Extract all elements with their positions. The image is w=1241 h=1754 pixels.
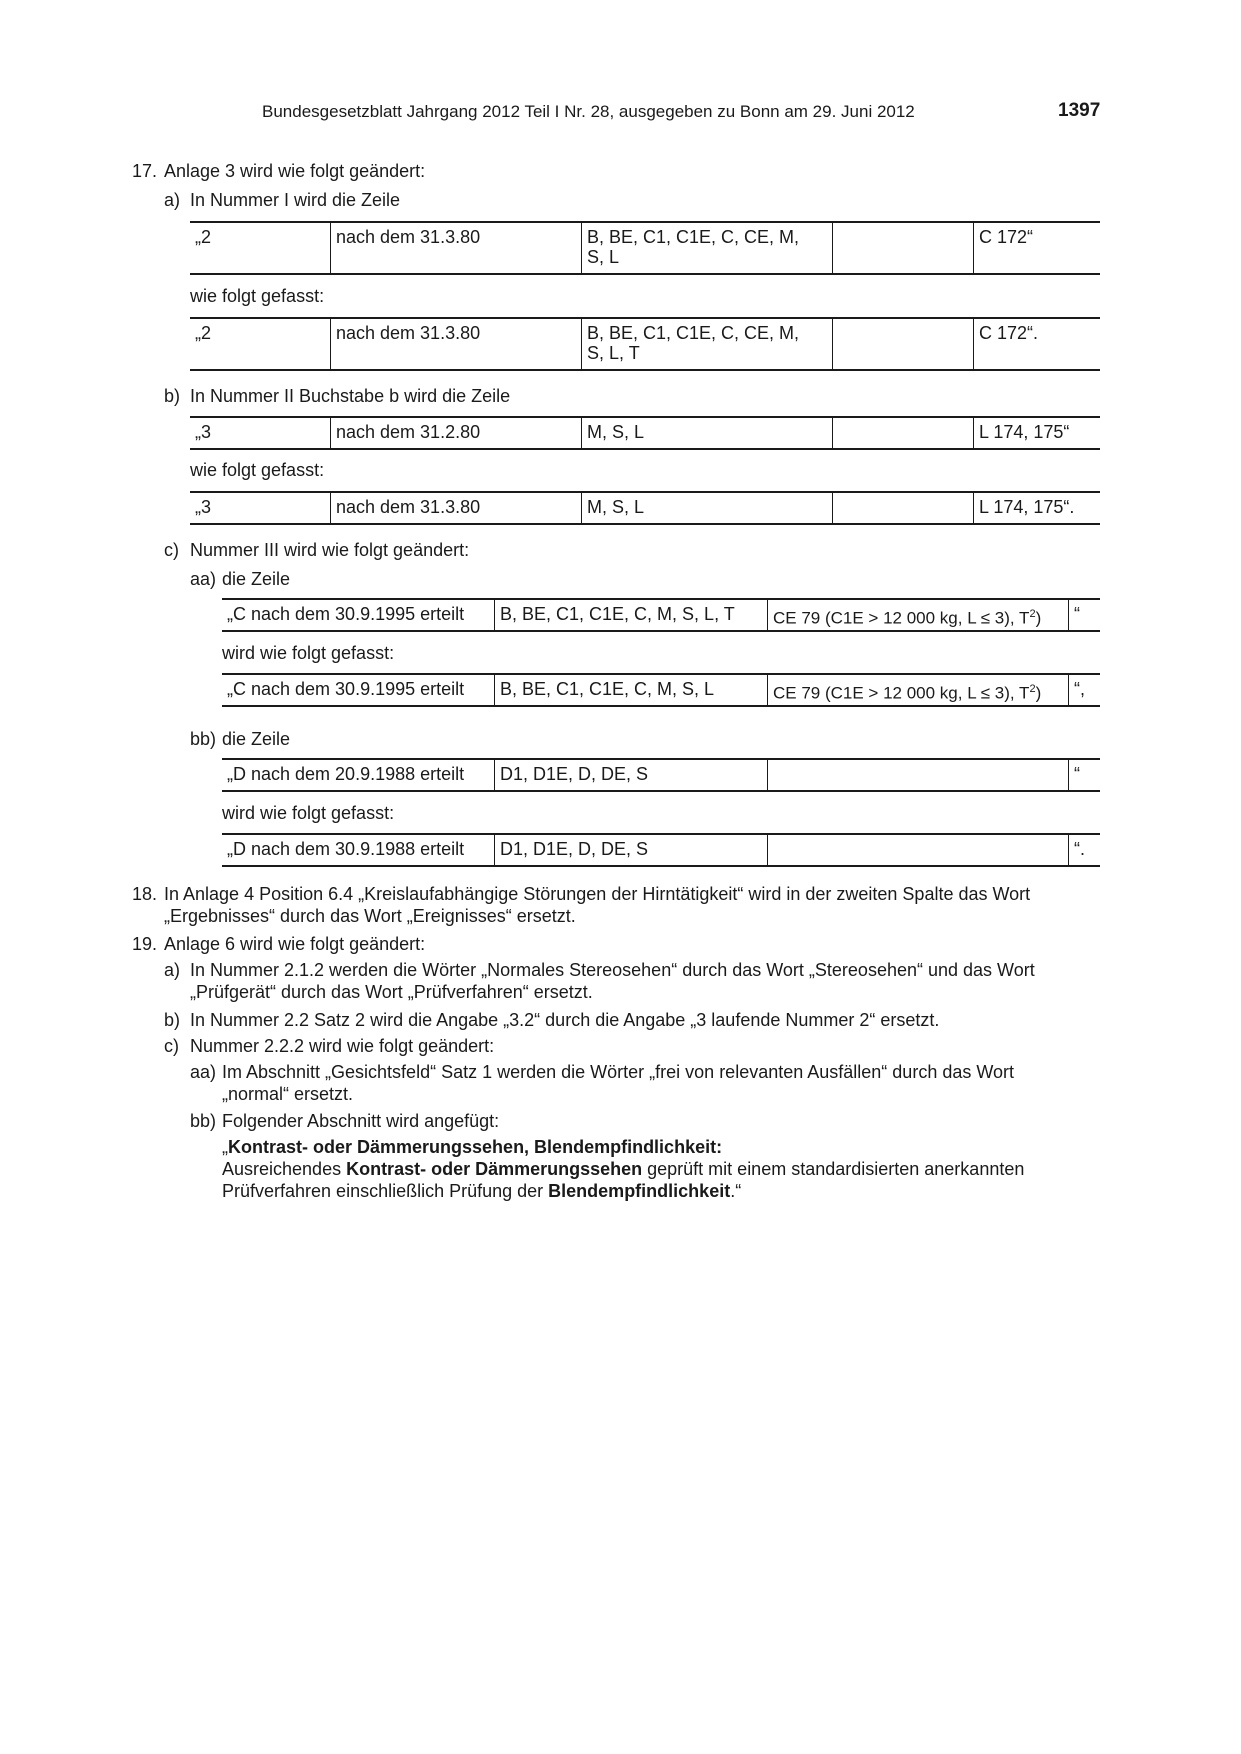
table-cell <box>768 674 1069 706</box>
item-17a-middle: wie folgt gefasst: <box>190 286 325 306</box>
body-bold: Kontrast- oder Dämmerungssehen <box>346 1159 643 1179</box>
item-19c-aa-line-1: Im Abschnitt „Gesichtsfeld“ Satz 1 werden die Wörter „frei von relevanten Ausfällen“ durch das Wort <box>222 1062 1015 1082</box>
table-cell: L 174, 175“. <box>974 492 1101 524</box>
inserted-section-body-line-2 <box>222 1180 741 1202</box>
table-cell <box>582 318 833 370</box>
table-cell: M, S, L <box>582 492 833 524</box>
item-17c-bb-text: die Zeile <box>222 729 291 749</box>
table-cell <box>833 417 974 449</box>
item-19a-line-1: In Nummer 2.1.2 werden die Wörter „Normales Stereosehen“ durch das Wort „Stereosehen“ und das Wort <box>190 960 1035 980</box>
table-17a-old <box>190 221 1100 275</box>
item-18-line-2: „Ergebnisses“ durch das Wort „Ereignisses“ ersetzt. <box>164 906 576 926</box>
table-cell: „2 <box>190 318 331 370</box>
table-row <box>190 318 1100 370</box>
table-17c-aa-old <box>222 598 1100 632</box>
cell-line: B, BE, C1, C1E, C, CE, M, <box>587 227 800 247</box>
cell-line: S, L, T <box>587 343 640 363</box>
table-cell <box>833 222 974 274</box>
body-text: geprüft mit einem standardisierten anerkannten <box>642 1159 1025 1179</box>
body-text: Ausreichendes <box>222 1159 347 1179</box>
item-19c-bb-text: Folgender Abschnitt wird angefügt: <box>222 1111 500 1131</box>
item-17-text: Anlage 3 wird wie folgt geändert: <box>164 161 426 181</box>
item-19a-label: a) <box>164 960 181 980</box>
table-row <box>190 222 1100 274</box>
table-17b-new <box>190 491 1100 525</box>
item-19b-text: In Nummer 2.2 Satz 2 wird die Angabe „3.2“ durch die Angabe „3 laufende Nummer 2“ ersetzt. <box>190 1010 940 1030</box>
item-19-text: Anlage 6 wird wie folgt geändert: <box>164 934 426 954</box>
item-17b-label: b) <box>164 386 181 406</box>
item-19c-text: Nummer 2.2.2 wird wie folgt geändert: <box>190 1036 495 1056</box>
inserted-section-body-line-1 <box>222 1158 1024 1180</box>
inserted-section-heading <box>222 1136 722 1158</box>
cell-text: ) <box>1035 683 1042 703</box>
table-row <box>222 834 1100 866</box>
table-cell: nach dem 31.3.80 <box>331 492 582 524</box>
item-19c-bb-label: bb) <box>190 1111 217 1131</box>
body-bold: Blendempfindlichkeit <box>548 1181 731 1201</box>
table-17c-aa-new <box>222 673 1100 707</box>
table-cell <box>768 759 1069 791</box>
table-cell: „C nach dem 30.9.1995 erteilt <box>222 599 495 631</box>
item-17b-middle: wie folgt gefasst: <box>190 460 325 480</box>
table-cell: B, BE, C1, C1E, C, M, S, L, T <box>495 599 768 631</box>
cell-text: ) <box>1035 608 1042 628</box>
item-17c-label: c) <box>164 540 179 560</box>
table-cell <box>768 834 1069 866</box>
cell-text: CE 79 (C1E > 12 000 kg, L ≤ 3), T <box>773 683 1030 703</box>
item-17b-text: In Nummer II Buchstabe b wird die Zeile <box>190 386 511 406</box>
table-17a-new <box>190 317 1100 371</box>
item-17c-aa-label: aa) <box>190 569 217 589</box>
table-cell <box>833 318 974 370</box>
cell-line: S, L <box>587 247 620 267</box>
page-number: 1397 <box>1058 100 1101 121</box>
heading-bold: Kontrast- oder Dämmerungssehen, Blendempfindlichkeit: <box>228 1137 723 1157</box>
item-18-number: 18. <box>132 884 158 904</box>
table-cell: M, S, L <box>582 417 833 449</box>
item-19b-label: b) <box>164 1010 181 1030</box>
item-19-number: 19. <box>132 934 158 954</box>
table-cell: “ <box>1069 599 1101 631</box>
table-cell: „D nach dem 20.9.1988 erteilt <box>222 759 495 791</box>
item-17a-text: In Nummer I wird die Zeile <box>190 190 401 210</box>
item-17c-aa-text: die Zeile <box>222 569 291 589</box>
table-cell: “ <box>1069 759 1101 791</box>
table-cell: “. <box>1069 834 1101 866</box>
body-text: .“ <box>730 1181 742 1201</box>
item-17a-label: a) <box>164 190 181 210</box>
item-19c-label: c) <box>164 1036 179 1056</box>
item-17c-text: Nummer III wird wie folgt geändert: <box>190 540 470 560</box>
cell-line: B, BE, C1, C1E, C, CE, M, <box>587 323 800 343</box>
body-text: Prüfverfahren einschließlich Prüfung der <box>222 1181 549 1201</box>
item-17c-bb-middle: wird wie folgt gefasst: <box>222 803 395 823</box>
table-cell: D1, D1E, D, DE, S <box>495 759 768 791</box>
item-17c-bb-label: bb) <box>190 729 217 749</box>
table-cell: nach dem 31.3.80 <box>331 222 582 274</box>
table-17b-old <box>190 416 1100 450</box>
table-row <box>190 492 1100 524</box>
table-row <box>222 674 1100 706</box>
table-cell: nach dem 31.3.80 <box>331 318 582 370</box>
table-cell <box>582 222 833 274</box>
table-cell: L 174, 175“ <box>974 417 1101 449</box>
footnote-mark: 2 <box>1029 608 1036 620</box>
quote-open: „ <box>222 1137 228 1157</box>
item-17c-aa-middle: wird wie folgt gefasst: <box>222 643 395 663</box>
table-cell: „C nach dem 30.9.1995 erteilt <box>222 674 495 706</box>
item-19a-line-2: „Prüfgerät“ durch das Wort „Prüfverfahren“ ersetzt. <box>190 982 593 1002</box>
item-19c-aa-line-2: „normal“ ersetzt. <box>222 1084 354 1104</box>
table-cell: nach dem 31.2.80 <box>331 417 582 449</box>
table-cell: C 172“. <box>974 318 1101 370</box>
table-row <box>222 759 1100 791</box>
running-header: Bundesgesetzblatt Jahrgang 2012 Teil I Nr. 28, ausgegeben zu Bonn am 29. Juni 2012 <box>262 102 915 121</box>
table-cell: D1, D1E, D, DE, S <box>495 834 768 866</box>
table-cell: „3 <box>190 417 331 449</box>
item-18-line-1: In Anlage 4 Position 6.4 „Kreislaufabhängige Störungen der Hirntätigkeit“ wird in der zweiten Spalte das Wort <box>164 884 1031 904</box>
item-17-number: 17. <box>132 161 158 181</box>
table-17c-bb-old <box>222 758 1100 792</box>
cell-text: CE 79 (C1E > 12 000 kg, L ≤ 3), T <box>773 608 1030 628</box>
table-cell: “, <box>1069 674 1101 706</box>
table-cell: B, BE, C1, C1E, C, M, S, L <box>495 674 768 706</box>
table-row <box>190 417 1100 449</box>
table-cell: C 172“ <box>974 222 1101 274</box>
footnote-mark: 2 <box>1029 683 1036 695</box>
table-cell <box>768 599 1069 631</box>
table-cell: „2 <box>190 222 331 274</box>
table-17c-bb-new <box>222 833 1100 867</box>
table-cell: „D nach dem 30.9.1988 erteilt <box>222 834 495 866</box>
table-cell <box>833 492 974 524</box>
item-19c-aa-label: aa) <box>190 1062 217 1082</box>
table-row <box>222 599 1100 631</box>
table-cell: „3 <box>190 492 331 524</box>
